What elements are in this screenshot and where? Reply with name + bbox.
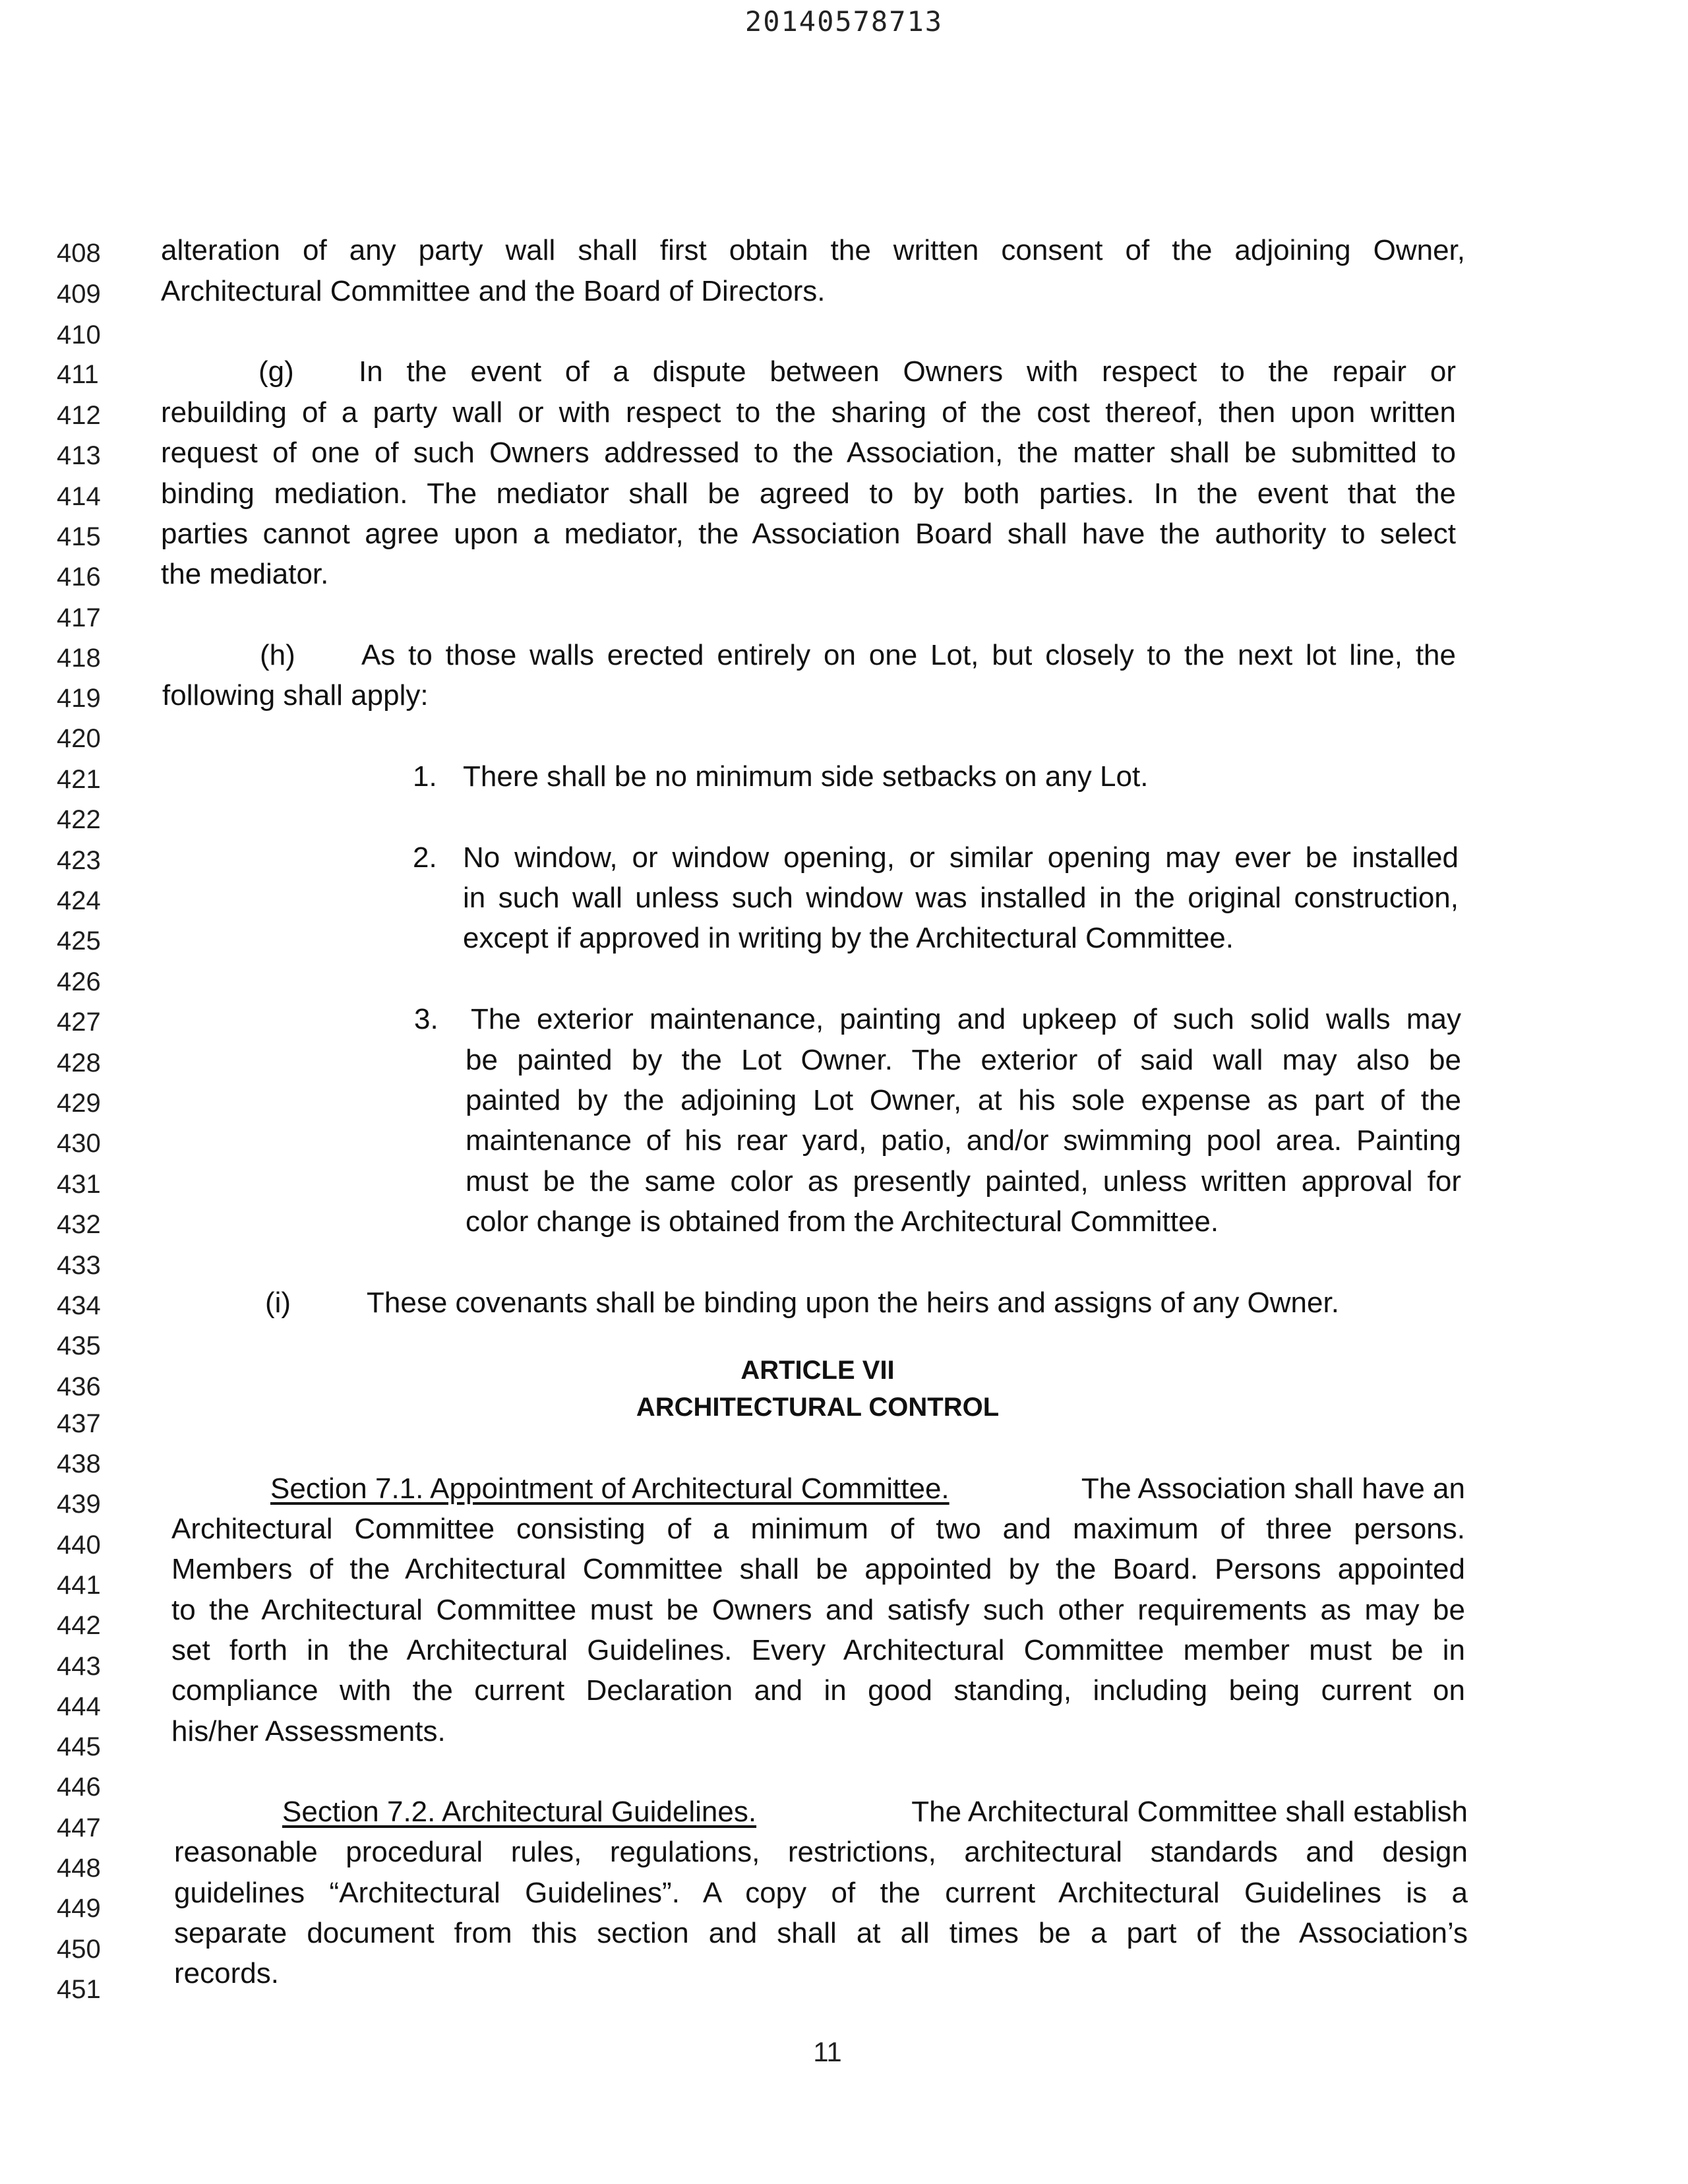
line-number: 430 — [57, 1129, 101, 1158]
section-7-1-first-line — [270, 1474, 1465, 1503]
line-number: 449 — [57, 1894, 101, 1923]
para-h-line: As to those walls erected entirely on one Lot, but closely to the next lot line, the — [361, 639, 1456, 671]
line-number: 434 — [57, 1291, 101, 1320]
section-7-1-heading: Section 7.1. Appointment of Architectural Committee. — [270, 1472, 950, 1505]
section-7-1-line: Members of the Architectural Committee shall be appointed by the Board. Persons appointed — [171, 1553, 1465, 1585]
line-number: 436 — [57, 1372, 101, 1401]
line-number: 442 — [57, 1611, 101, 1640]
item-1-line: There shall be no minimum side setbacks on any Lot. — [463, 760, 1149, 793]
line-number: 446 — [57, 1773, 101, 1802]
line-number: 416 — [57, 562, 101, 592]
line-number: 443 — [57, 1652, 101, 1681]
para-f-line: alteration of any party wall shall first obtain the written consent of the adjoining Owner, — [161, 234, 1465, 266]
line-number: 448 — [57, 1854, 101, 1883]
line-number: 441 — [57, 1571, 101, 1600]
line-number: 432 — [57, 1210, 101, 1239]
section-7-1-line: set forth in the Architectural Guidelines. Every Architectural Committee member must be in — [171, 1634, 1465, 1666]
line-number: 424 — [57, 886, 101, 915]
line-number: 420 — [57, 724, 101, 753]
para-f-line: Architectural Committee and the Board of Directors. — [161, 275, 826, 307]
line-number: 419 — [57, 684, 101, 713]
line-number: 451 — [57, 1975, 101, 2004]
line-number: 445 — [57, 1732, 101, 1761]
para-h-label: (h) — [260, 639, 295, 671]
para-g-line: binding mediation. The mediator shall be agreed to by both parties. In the event that the — [161, 477, 1456, 510]
line-number: 435 — [57, 1331, 101, 1360]
para-g-line: In the event of a dispute between Owners with respect to the repair or — [359, 355, 1456, 388]
line-number: 433 — [57, 1251, 101, 1280]
item-3-line: be painted by the Lot Owner. The exterior of said wall may also be — [466, 1044, 1461, 1076]
item-2-line: No window, or window opening, or similar opening may ever be installed — [463, 841, 1459, 874]
line-number: 414 — [57, 482, 101, 511]
item-3-line: must be the same color as presently painted, unless written approval for — [466, 1165, 1461, 1198]
section-7-1-line: The Association shall have an — [1081, 1472, 1465, 1505]
para-g-line: rebuilding of a party wall or with respect to the sharing of the cost thereof, then upon written — [161, 396, 1456, 429]
para-g-line: the mediator. — [161, 558, 329, 590]
line-number: 418 — [57, 644, 101, 673]
item-number: 1. — [413, 760, 437, 793]
section-7-2-line: separate document from this section and shall at all times be a part of the Association’s — [174, 1917, 1468, 1949]
line-number: 427 — [57, 1008, 101, 1037]
section-7-2-first-line — [282, 1798, 1468, 1827]
item-3-line: painted by the adjoining Lot Owner, at his sole expense as part of the — [466, 1084, 1461, 1116]
document-number: 20140578713 — [744, 5, 944, 38]
para-g-line: request of one of such Owners addressed to the Association, the matter shall be submitted to — [161, 437, 1456, 469]
line-number: 408 — [57, 239, 101, 268]
item-number: 2. — [413, 841, 437, 874]
page-number: 11 — [813, 2036, 842, 2067]
section-7-2-line: The Architectural Committee shall establish — [911, 1796, 1468, 1828]
line-number: 426 — [57, 967, 101, 996]
line-number: 444 — [57, 1692, 101, 1721]
section-7-2-line: reasonable procedural rules, regulations, restrictions, architectural standards and design — [174, 1836, 1468, 1868]
section-7-2-line: records. — [174, 1957, 279, 1989]
item-2-line: in such wall unless such window was installed in the original construction, — [463, 882, 1459, 914]
line-number: 410 — [57, 320, 101, 349]
section-7-2-heading: Section 7.2. Architectural Guidelines. — [282, 1796, 757, 1828]
article-title: ARCHITECTURAL CONTROL — [636, 1393, 1000, 1422]
line-number: 431 — [57, 1170, 101, 1199]
line-number: 415 — [57, 522, 101, 551]
line-number: 438 — [57, 1449, 101, 1478]
line-number: 437 — [57, 1409, 101, 1438]
item-3-line: The exterior maintenance, painting and upkeep of such solid walls may — [471, 1003, 1461, 1035]
para-h-line: following shall apply: — [162, 679, 429, 712]
line-number: 422 — [57, 805, 101, 834]
line-number: 409 — [57, 280, 101, 309]
line-number: 428 — [57, 1048, 101, 1077]
item-3-line: maintenance of his rear yard, patio, and/or swimming pool area. Painting — [466, 1124, 1461, 1157]
item-3-line: color change is obtained from the Architectural Committee. — [466, 1205, 1219, 1238]
article-number: ARTICLE VII — [740, 1356, 895, 1385]
line-number: 412 — [57, 401, 101, 430]
para-i-line: These covenants shall be binding upon the heirs and assigns of any Owner. — [367, 1287, 1339, 1319]
section-7-1-line: to the Architectural Committee must be Owners and satisfy such other requirements as may be — [171, 1594, 1465, 1626]
line-number: 440 — [57, 1531, 101, 1560]
line-number: 439 — [57, 1490, 101, 1519]
line-number: 425 — [57, 926, 101, 956]
line-number: 411 — [57, 360, 99, 389]
section-7-1-line: his/her Assessments. — [171, 1715, 446, 1747]
item-2-line: except if approved in writing by the Architectural Committee. — [463, 922, 1234, 954]
para-i-label: (i) — [265, 1287, 291, 1319]
line-number: 413 — [57, 441, 101, 470]
para-g-label: (g) — [258, 355, 294, 388]
para-g-line: parties cannot agree upon a mediator, the Association Board shall have the authority to select — [161, 518, 1456, 550]
line-number: 417 — [57, 603, 101, 632]
line-number: 447 — [57, 1813, 101, 1842]
section-7-1-line: Architectural Committee consisting of a minimum of two and maximum of three persons. — [171, 1513, 1465, 1545]
section-7-2-line: guidelines “Architectural Guidelines”. A copy of the current Architectural Guidelines is a — [174, 1877, 1468, 1909]
line-number: 429 — [57, 1089, 101, 1118]
line-number: 421 — [57, 765, 101, 794]
section-7-1-line: compliance with the current Declaration and in good standing, including being current on — [171, 1674, 1465, 1707]
item-number: 3. — [414, 1003, 438, 1035]
line-number: 450 — [57, 1935, 101, 1964]
line-number: 423 — [57, 846, 101, 875]
